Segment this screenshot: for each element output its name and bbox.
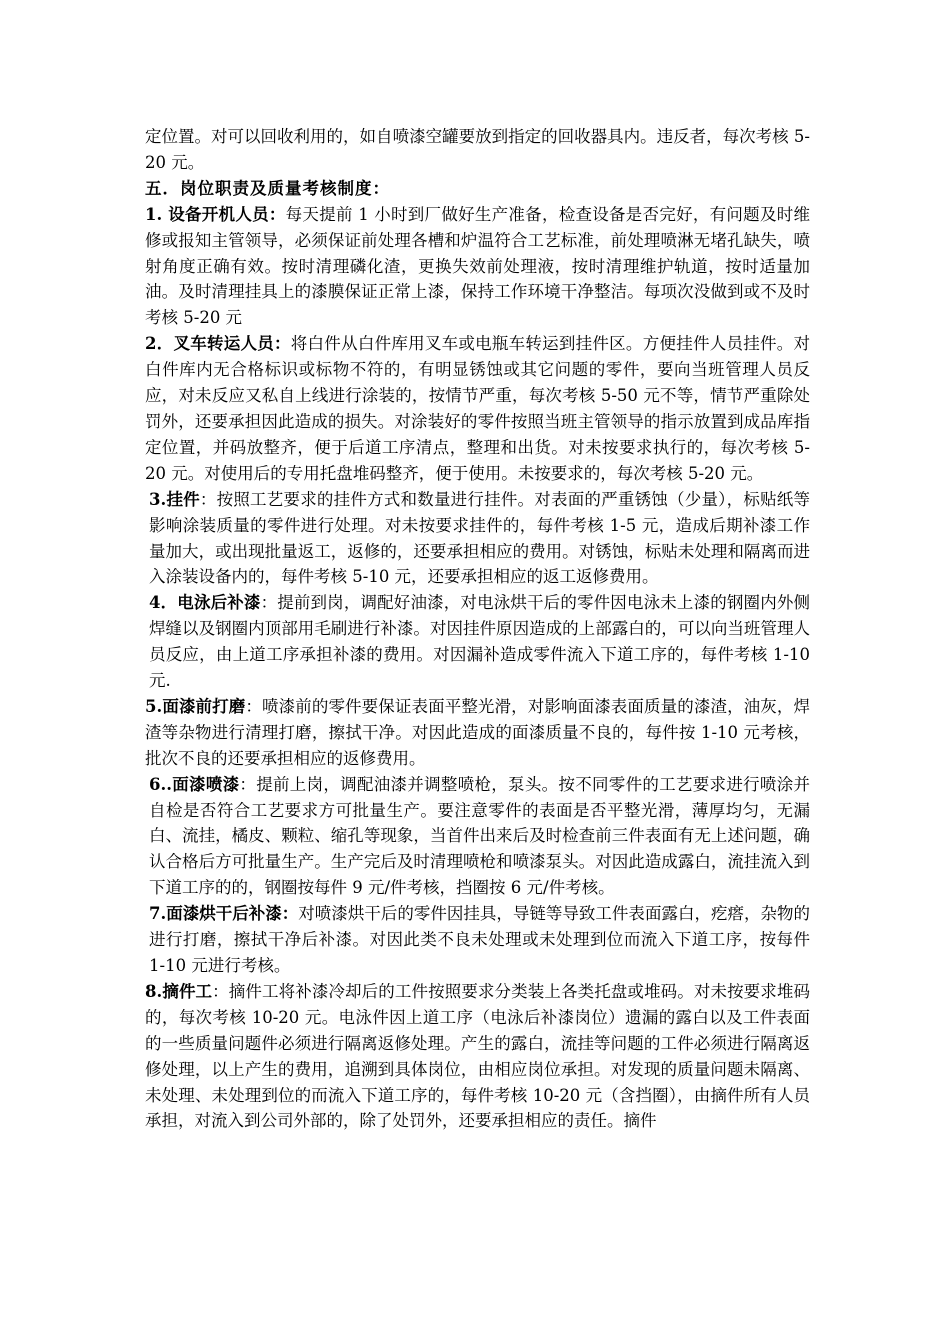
paragraph-hanging xyxy=(145,487,810,591)
paragraph-topcoat-spraying xyxy=(145,772,810,902)
paragraph-post-bake-touchup xyxy=(145,901,810,979)
paragraph-text: 定位置。对可以回收利用的，如自喷漆空罐要放到指定的回收器具内。违反者，每次考核 5-20 元。 xyxy=(145,127,810,172)
section-heading xyxy=(145,176,810,202)
item-text: ：按照工艺要求的挂件方式和数量进行挂件。对表面的严重锈蚀（少量），标贴纸等影响涂装质量的零件进行处理。对未按要求挂件的，每件考核 1-5 元，造成后期补漆工作量加大，或出现批量返工，返修的，还要承担相应的费用。对锈蚀，标贴未处理和隔离而进入涂装设备内的，每件考核 5-10 元，还要承担相应的返工返修费用。 xyxy=(149,489,811,587)
section-title: 五．岗位职责及质量考核制度： xyxy=(145,178,390,198)
item-text: ：摘件工将补漆冷却后的工件按照要求分类装上各类托盘或堆码。对未按要求堆码的，每次考核 10-20 元。电泳件因上道工序（电泳后补漆岗位）遗漏的露白以及工件表面的一些质量问题件必须进行隔离返修处理。产生的露白，流挂等问题的工件必须进行隔离返修处理，以上产生的费用，追溯到具体岗位，由相应岗位承担。对发现的质量问题未隔离、未处理、未处理到位的而流入下道工序的，每件考核 10-20 元（含挡圈），由摘件所有人员承担，对流入到公司外部的，除了处罚外，还要承担相应的责任。摘件 xyxy=(145,981,810,1131)
paragraph-equipment-operator xyxy=(145,202,810,332)
item-title: 5.面漆前打磨 xyxy=(145,696,246,716)
item-text: ：提前上岗，调配油漆并调整喷枪，泵头。按不同零件的工艺要求进行喷涂并自检是否符合工艺要求方可批量生产。要注意零件的表面是否平整光滑，薄厚均匀，无漏白、流挂，橘皮、颗粒、缩孔等现象，当首件出来后及时检查前三件表面有无上述问题，确认合格后方可批量生产。生产完后及时清理喷枪和喷漆泵头。对因此造成露白，流挂流入到下道工序的的，钢圈按每件 9 元/件考核，挡圈按 6 元/件考核。 xyxy=(149,774,810,898)
item-title: 3.挂件 xyxy=(149,489,200,509)
paragraph-forklift xyxy=(145,331,810,486)
item-title: 4．电泳后补漆 xyxy=(149,593,261,613)
item-title: 1. 设备开机人员： xyxy=(145,204,286,224)
item-text: 对喷漆烘干后的零件因挂具，导链等导致工件表面露白，疙瘩，杂物的进行打磨，擦拭干净后补漆。对因此类不良未处理或未处理到位而流入下道工序，按每件 1-10 元进行考核。 xyxy=(149,904,811,975)
paragraph-unloading xyxy=(145,979,810,1134)
item-text: 将白件从白件库用叉车或电瓶车转运到挂件区。方便挂件人员挂件。对白件库内无合格标识或标物不符的，有明显锈蚀或其它问题的零件，要向当班管理人员反应，对未反应又私自上线进行涂装的，按情节严重，每次考核 5-50 元不等，情节严重除处罚外，还要承担因此造成的损失。对涂装好的零件按照当班主管领导的指示放置到成品库指定位置，并码放整齐，便于后道工序清点，整理和出货。对未按要求执行的，每次考核 5-20 元。对使用后的专用托盘堆码整齐，便于使用。未按要求的，每次考核 5-20 元。 xyxy=(145,334,811,483)
item-text: ：提前到岗，调配好油漆，对电泳烘干后的零件因电泳未上漆的钢圈内外侧焊缝以及钢圈内顶部用毛刷进行补漆。对因挂件原因造成的上部露白的，可以向当班管理人员反应，由上道工序承担补漆的费用。对因漏补造成零件流入下道工序的，每件考核 1-10 元. xyxy=(149,593,810,691)
item-text: 每天提前 1 小时到厂做好生产准备，检查设备是否完好，有问题及时维修或报知主管领导，必须保证前处理各槽和炉温符合工艺标准，前处理喷淋无堵孔缺失，喷射角度正确有效。按时清理磷化渣，更换失效前处理液，按时清理维护轨道，按时适量加油。及时清理挂具上的漆膜保证正常上漆，保持工作环境干净整洁。每项次没做到或不及时考核 5-20 元 xyxy=(145,204,810,328)
item-title: 8.摘件工 xyxy=(145,981,213,1001)
paragraph-pre-topcoat-sanding xyxy=(145,694,810,772)
item-title: 6..面漆喷漆 xyxy=(149,774,240,794)
item-title: 2．叉车转运人员： xyxy=(145,334,291,354)
paragraph-electrophoresis-touchup xyxy=(145,590,810,694)
item-text: ：喷漆前的零件要保证表面平整光滑，对影响面漆表面质量的漆渣，油灰，焊渣等杂物进行清理打磨，擦拭干净。对因此造成的面漆质量不良的，每件按 1-10 元考核，批次不良的还要承担相应的返修费用。 xyxy=(145,696,810,768)
item-title: 7.面漆烘干后补漆： xyxy=(149,904,299,924)
paragraph-recycling xyxy=(145,124,810,176)
